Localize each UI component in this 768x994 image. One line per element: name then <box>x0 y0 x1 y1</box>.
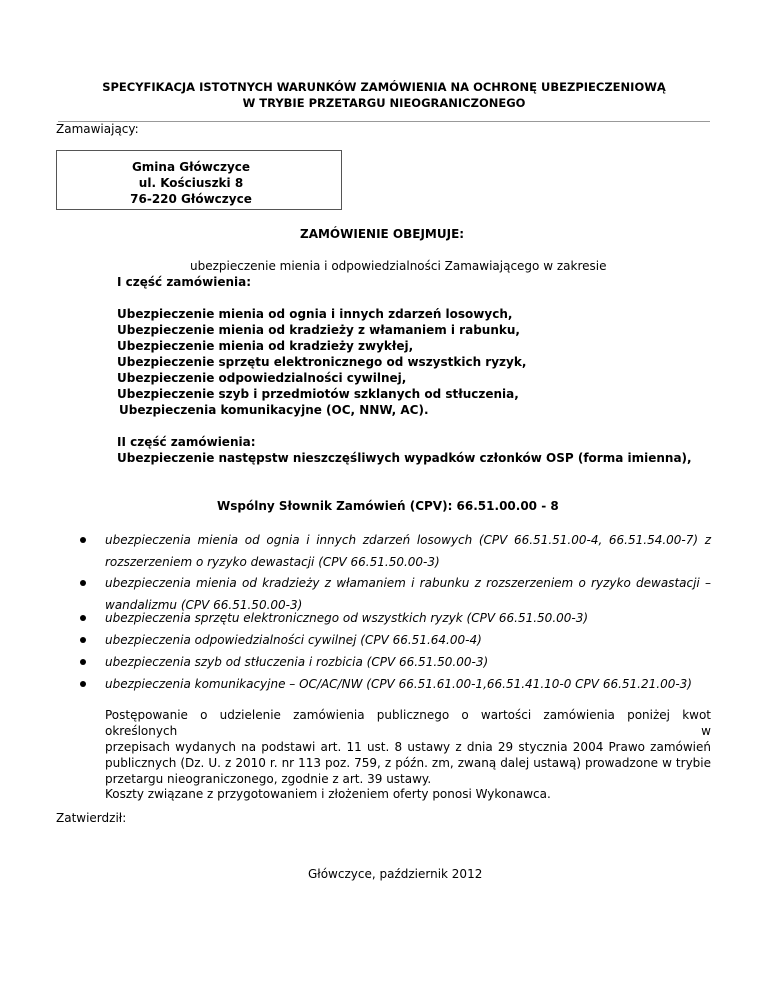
scope-intro: ubezpieczenie mienia i odpowiedzialności Zamawiającego w zakresie <box>190 259 607 273</box>
cpv-bullet-item: ubezpieczenia komunikacyjne – OC/AC/NW (CPV 66.51.61.00-1,66.51.41.10-0 CPV 66.51.21.00-3) <box>105 677 692 691</box>
document-title-line1: SPECYFIKACJA ISTOTNYCH WARUNKÓW ZAMÓWIENIA NA OCHRONĘ UBEZPIECZENIOWĄ <box>102 80 666 94</box>
procedure-paragraph: Postępowanie o udzielenie zamówienia publicznego o wartości zamówienia poniżej kwot określonych w przepisach wydanych na podstawi art. 11 ust. 8 ustawy z dnia 29 stycznia 2004 Prawo zamówień publicznych (Dz. U. z 2010 r. nr 113 poz. 759, z późn. zm, zwaną dalej ustawą) prowadzone w trybie przetargu nieograniczonego, zgodnie z art. 39 ustawy. <box>105 708 711 786</box>
part1-item: Ubezpieczenie sprzętu elektronicznego od wszystkich ryzyk, <box>117 355 527 369</box>
bullet-icon <box>80 637 86 643</box>
cpv-bullet-item: ubezpieczenia mienia od ognia i innych zdarzeń losowych (CPV 66.51.51.00-4, 66.51.54.00-7) z rozszerzeniem o ryzyko dewastacji (CPV 66.51.50.00-3) <box>105 533 711 569</box>
cpv-bullet-item: ubezpieczenia odpowiedzialności cywilnej (CPV 66.51.64.00-4) <box>105 633 482 647</box>
cpv-bullet-item: ubezpieczenia sprzętu elektronicznego od wszystkich ryzyk (CPV 66.51.50.00-3) <box>105 611 589 625</box>
part2-item: Ubezpieczenie następstw nieszczęśliwych wypadków członków OSP (forma imienna), <box>117 451 692 465</box>
municipality-name: Gmina Główczyce <box>131 160 251 174</box>
part2-heading: II część zamówienia: <box>117 435 256 449</box>
street-address: ul. Kościuszki 8 <box>138 176 244 190</box>
header-divider <box>58 121 710 122</box>
bullet-icon <box>80 615 86 621</box>
costs-note: Koszty związane z przygotowaniem i złożeniem oferty ponosi Wykonawca. <box>105 787 551 801</box>
part1-item: Ubezpieczenie mienia od ognia i innych zdarzeń losowych, <box>117 307 513 321</box>
postal-city: 76-220 Główczyce <box>130 192 252 206</box>
part1-item: Ubezpieczenie szyb i przedmiotów szklanych od stłuczenia, <box>117 387 519 401</box>
part1-heading: I część zamówienia: <box>117 275 252 289</box>
cpv-heading: Wspólny Słownik Zamówień (CPV): 66.51.00.00 - 8 <box>217 499 559 513</box>
ordering-party-label: Zamawiający: <box>56 122 139 136</box>
bullet-icon <box>80 537 86 543</box>
approved-label: Zatwierdził: <box>56 811 127 825</box>
place-date: Główczyce, październik 2012 <box>308 867 483 881</box>
ordering-party-box <box>56 150 342 210</box>
cpv-bullet-item: ubezpieczenia mienia od kradzieży z włamaniem i rabunku z rozszerzeniem o ryzyko dewastacji – wandalizmu (CPV 66.51.50.00-3) <box>105 576 711 612</box>
part1-item: Ubezpieczenie mienia od kradzieży zwykłej, <box>117 339 414 353</box>
bullet-icon <box>80 681 86 687</box>
part1-item: Ubezpieczenie mienia od kradzieży z włamaniem i rabunku, <box>117 323 520 337</box>
document-title-line2: W TRYBIE PRZETARGU NIEOGRANICZONEGO <box>242 96 526 110</box>
part1-item: Ubezpieczenie odpowiedzialności cywilnej, <box>117 371 407 385</box>
part1-item: Ubezpieczenia komunikacyjne (OC, NNW, AC). <box>119 403 429 417</box>
cpv-bullet-item: ubezpieczenia szyb od stłuczenia i rozbicia (CPV 66.51.50.00-3) <box>105 655 489 669</box>
bullet-icon <box>80 580 86 586</box>
scope-heading: ZAMÓWIENIE OBEJMUJE: <box>300 227 465 241</box>
bullet-icon <box>80 659 86 665</box>
